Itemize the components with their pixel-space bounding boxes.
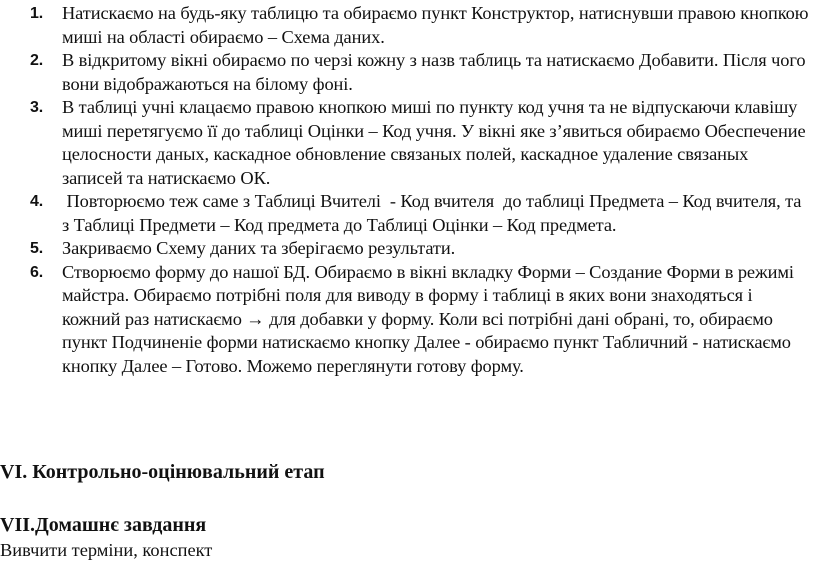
list-item: [30, 190, 810, 237]
section-vi-heading: VI. Контрольно-оцінювальний етап: [0, 461, 325, 483]
list-item: [30, 261, 810, 379]
steps-list: [30, 2, 810, 378]
list-item-text: В відкритому вікні обираємо по черзі кожну з назв таблиць та натискаємо Добавити. Після чого вони відображаються на білому фоні.: [62, 50, 806, 94]
list-item: [30, 237, 810, 261]
list-item-number: 5.: [30, 240, 44, 257]
list-item-number: 6.: [30, 263, 44, 281]
list-item-text: Натискаємо на будь-яку таблицю та обираємо пункт Конструктор, натиснувши правою кнопкою миші на області обираємо – Схема даних.: [62, 3, 809, 47]
homework-text: Вивчити терміни, конспект: [0, 540, 213, 560]
list-item-text: В таблиці учні клацаємо правою кнопкою миші по пункту код учня та не відпускаючи клавішу миші перетягуємо її до таблиці Оцінки – Код учня. У вікні яке з’явиться обираємо Обеспечение целосности даных, каскадное обновление связаных полей, каскадное удаление связаных записей та натискаємо ОК.: [62, 97, 806, 188]
list-item-text: Повторюємо теж саме з Таблиці Вчителі - Код вчителя до таблиці Предмета – Код вчителя, та з Таблиці Предмети – Код предмета до Таблиці Оцінки – Код предмета.: [62, 191, 806, 235]
list-item: [30, 2, 810, 49]
list-item-number: 1.: [30, 5, 44, 22]
list-item-text: Закриваємо Схему даних та зберігаємо результати.: [62, 238, 456, 258]
list-item-text: Створюємо форму до нашої БД. Обираємо в вікні вкладку Форми – Создание Форми в режимі майстра. Обираємо потрібні поля для виводу в форму і таблиці в яких вони знаходяться і кожний раз натискаємо → для добавки у форму. Коли всі потрібні дані обрані, то, обираємо пункт Подчиненіе форми натискаємо кнопку Далее - обираємо пункт Табличний - натискаємо кнопку Далее – Готово. Можемо переглянути готову форму.: [62, 261, 794, 376]
list-item-number: 2.: [30, 52, 44, 69]
list-item: [30, 49, 810, 96]
list-item: [30, 96, 810, 190]
list-item-number: 3.: [30, 99, 44, 116]
section-vii-heading: VII.Домашнє завдання: [0, 514, 207, 536]
list-item-number: 4.: [30, 193, 44, 210]
